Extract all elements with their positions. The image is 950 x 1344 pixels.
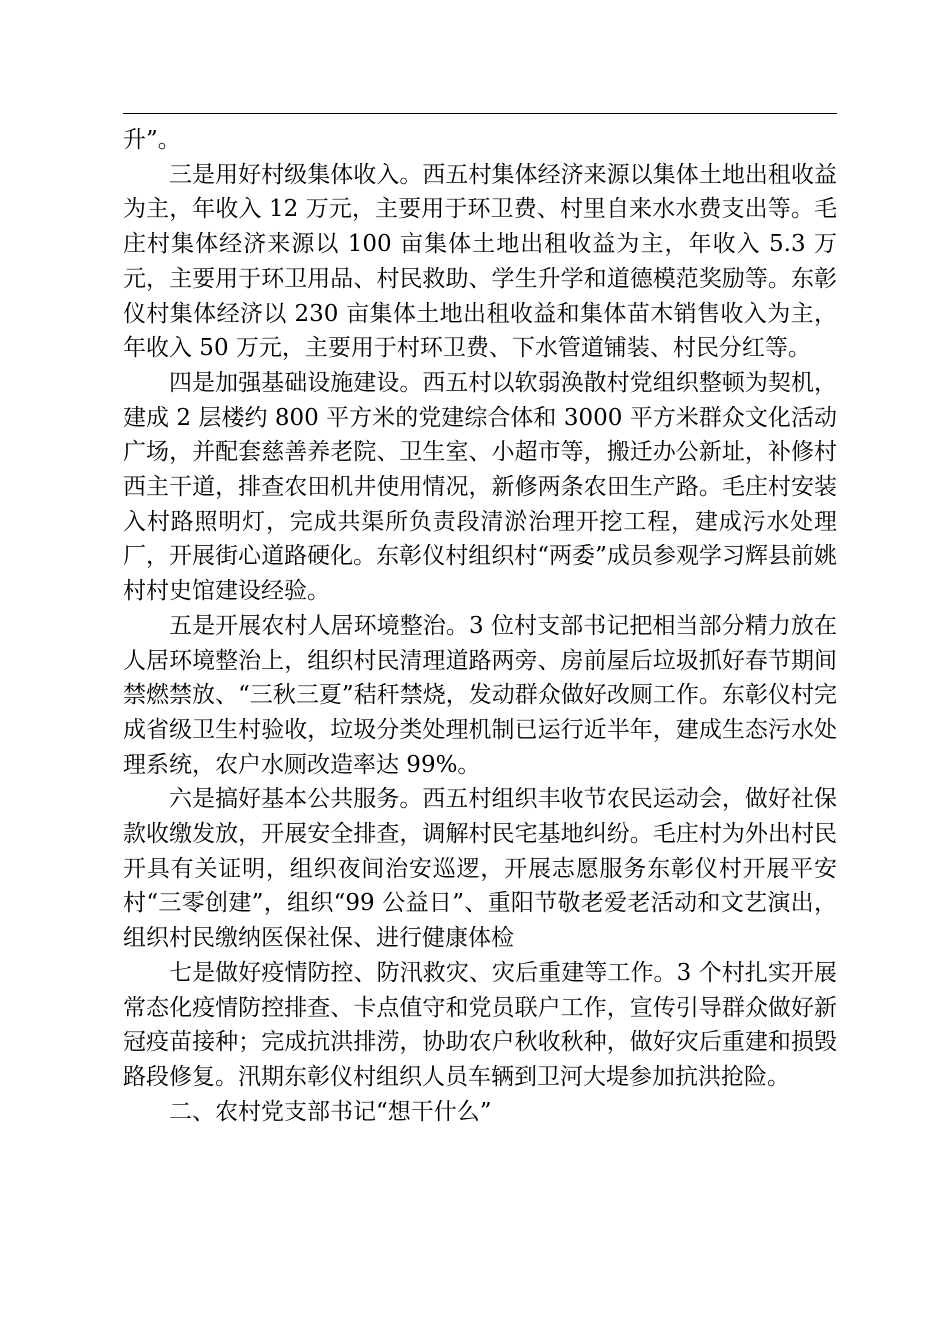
section-heading-2: 二、农村党支部书记“想干什么” — [169, 1098, 492, 1125]
paragraph-item-7-epidemic-flood: 七是做好疫情防控、防汛救灾、灾后重建等工作。3 个村扎实开展常态化疫情防控排查、卡点值守和党员联户工作，宣传引导群众做好新冠疫苗接种；完成抗洪排涝，协助农户秋收秋种，做好灾后重建和损毁路段修复。汛期东彰仪村组织人员车辆到卫河大堤参加抗洪抢险。 — [123, 959, 837, 1090]
paragraph-item-3-collective-income: 三是用好村级集体收入。西五村集体经济来源以集体土地出租收益为主，年收入 12 万元，主要用于环卫费、村里自来水水费支出等。毛庄村集体经济来源以 100 亩集体土地出租收益为主，年收入 5.3 万元，主要用于环卫用品、村民救助、学生升学和道德模范奖励等。东彰仪村集体经济以 230 亩集体土地出租收益和集体苗木销售收入为主，年收入 50 万元，主要用于村环卫费、下水管道铺装、村民分红等。 — [123, 161, 837, 362]
paragraph-continuation: 升”。 — [123, 127, 181, 153]
document-body — [123, 123, 837, 1129]
paragraph-item-4-infrastructure: 四是加强基础设施建设。西五村以软弱涣散村党组织整顿为契机，建成 2 层楼约 800 平方米的党建综合体和 3000 平方米群众文化活动广场，并配套慈善养老院、卫生室、小超市等，搬迁办公新址，补修村西主干道，排查农田机井使用情况，新修两条农田生产路。毛庄村安装入村路照明灯，完成共渠所负责段清淤治理开挖工程，建成污水处理厂，开展街心道路硬化。东彰仪村组织村“两委”成员参观学习辉县前姚村村史馆建设经验。 — [123, 369, 837, 605]
header-rule — [123, 113, 837, 114]
paragraph-item-6-public-services: 六是搞好基本公共服务。西五村组织丰收节农民运动会，做好社保款收缴发放，开展安全排查，调解村民宅基地纠纷。毛庄村为外出村民开具有关证明，组织夜间治安巡逻，开展志愿服务东彰仪村开展平安村“三零创建”，组织“99 公益日”、重阳节敬老爱老活动和文艺演出，组织村民缴纳医保社保、进行健康体检 — [123, 786, 837, 952]
paragraph-item-5-environment: 五是开展农村人居环境整治。3 位村支部书记把相当部分精力放在人居环境整治上，组织村民清理道路两旁、房前屋后垃圾抓好春节期间禁燃禁放、“三秋三夏”秸秆禁烧，发动群众做好改厕工作。东彰仪村完成省级卫生村验收，垃圾分类处理机制已运行近半年，建成生态污水处理系统，农户水厕改造率达 99%。 — [123, 612, 837, 778]
